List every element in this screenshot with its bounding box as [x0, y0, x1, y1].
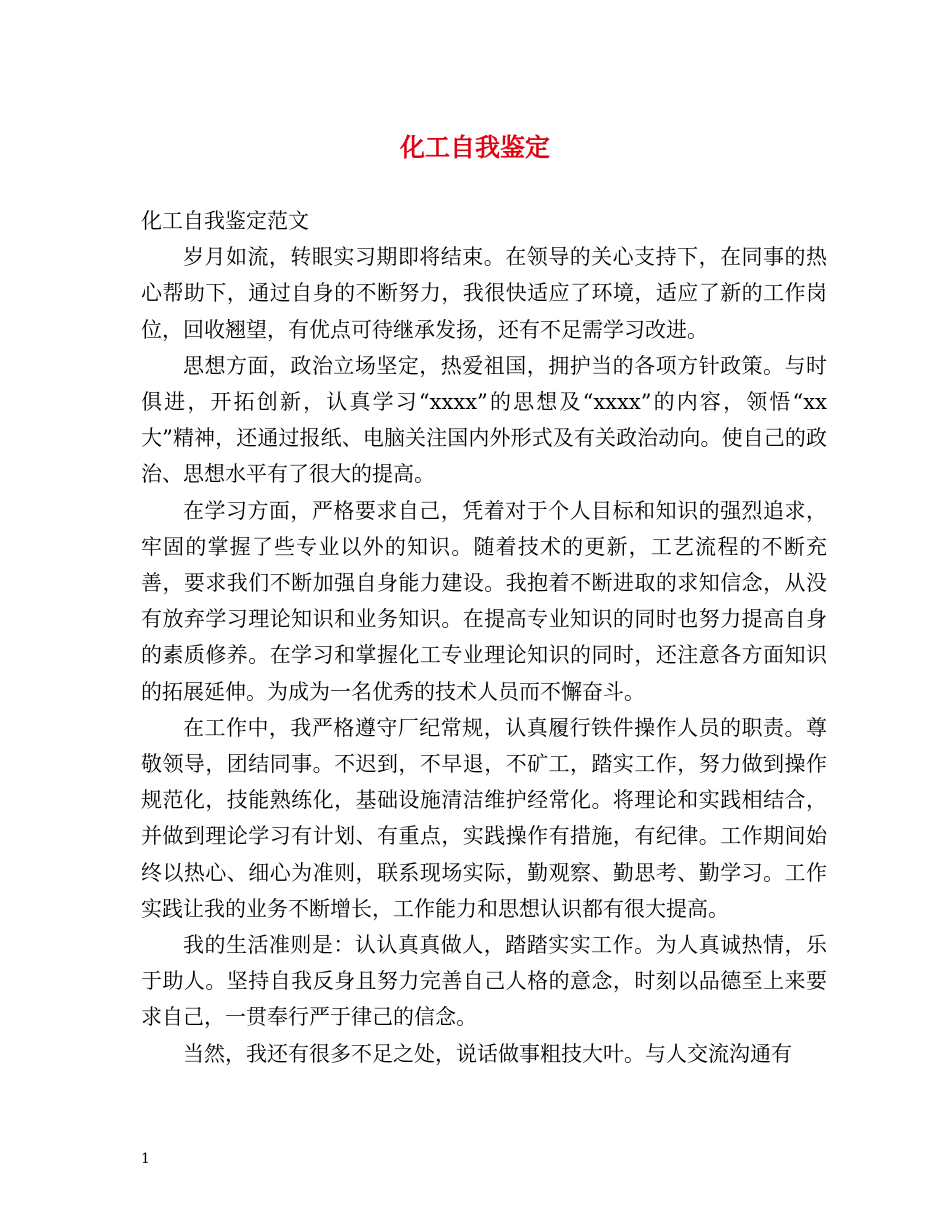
page-number: 1	[141, 1151, 150, 1167]
paragraph-life: 我的生活准则是：认认真真做人，踏踏实实工作。为人真诚热情，乐于助人。坚持自我反身且努力完善自己人格的意念，时刻以品德至上来要求自己，一贯奉行严于律己的信念。	[141, 933, 827, 1030]
document-subtitle: 化工自我鉴定范文	[141, 209, 309, 233]
document-title: 化工自我鉴定	[399, 133, 550, 162]
document-body	[141, 203, 827, 1072]
paragraph-study: 在学习方面，严格要求自己，凭着对于个人目标和知识的强烈追求，牢固的掌握了些专业以外的知识。随着技术的更新，工艺流程的不断充善，要求我们不断加强自身能力建设。我抱着不断进取的求知信念，从没有放弃学习理论知识和业务知识。在提高专业知识的同时也努力提高自身的素质修养。在学习和掌握化工专业理论知识的同时，还注意各方面知识的拓展延伸。为成为一名优秀的技术人员而不懈奋斗。	[141, 498, 827, 704]
paragraph-work: 在工作中，我严格遵守厂纪常规，认真履行铁件操作人员的职责。尊敬领导，团结同事。不迟到，不早退，不矿工，踏实工作，努力做到操作规范化，技能熟练化，基础设施清洁维护经常化。将理论和实践相结合，并做到理论学习有计划、有重点，实践操作有措施，有纪律。工作期间始终以热心、细心为准则，联系现场实际，勤观察、勤思考、勤学习。工作实践让我的业务不断增长，工作能力和思想认识都有很大提高。	[141, 715, 827, 921]
paragraph-shortcomings: 当然，我还有很多不足之处，说话做事粗技大叶。与人交流沟通有	[183, 1041, 792, 1066]
paragraph-ideology: 思想方面，政治立场坚定，热爱祖国，拥护当的各项方针政策。与时俱进，开拓创新，认真学习“xxxx”的思想及“xxxx”的内容，领悟“xx大”精神，还通过报纸、电脑关注国内外形式及有关政治动向。使自己的政治、思想水平有了很大的提高。	[141, 353, 827, 487]
paragraph-intro: 岁月如流，转眼实习期即将结束。在领导的关心支持下，在同事的热心帮助下，通过自身的不断努力，我很快适应了环境，适应了新的工作岗位，回收翘望，有优点可待继承发扬，还有不足需学习改进。	[141, 245, 827, 342]
